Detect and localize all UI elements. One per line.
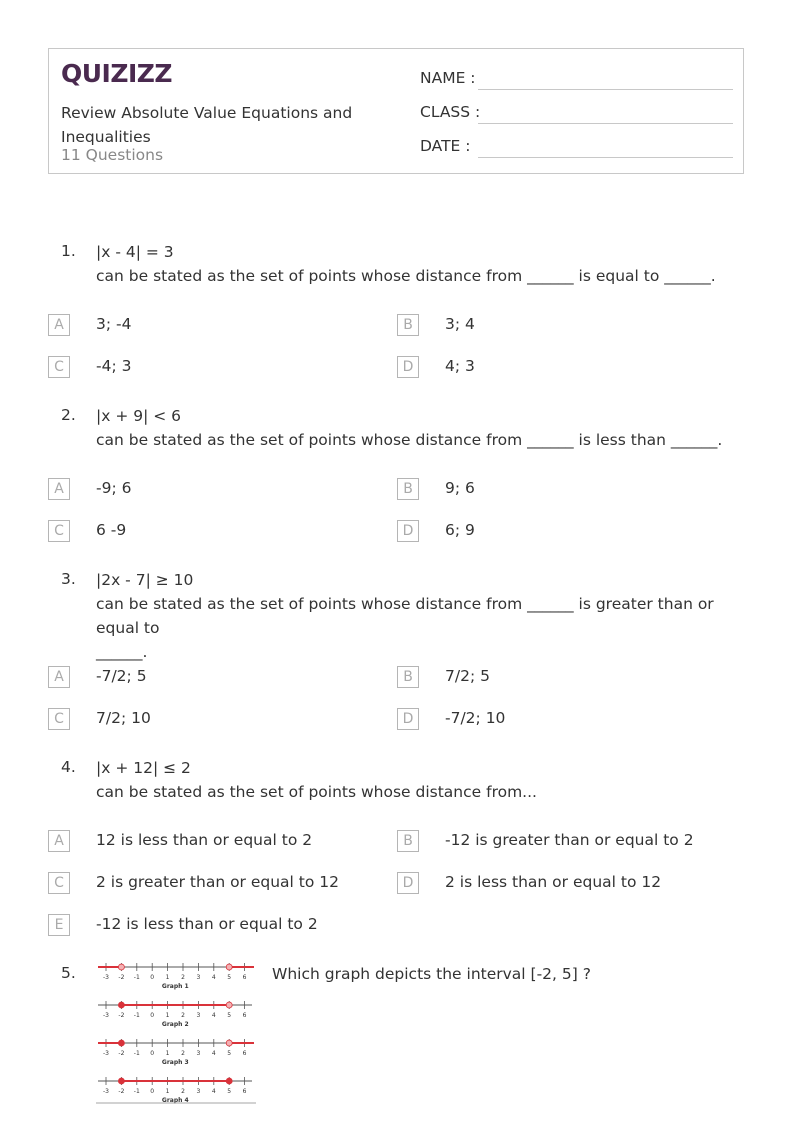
option-letter: B	[397, 314, 419, 336]
option-text: -12 is greater than or equal to 2	[445, 831, 694, 849]
question-number: 2.	[61, 406, 76, 424]
option-letter: D	[397, 356, 419, 378]
endpoint-dot	[118, 1040, 124, 1046]
question-2-text	[96, 404, 746, 452]
question-5-text: Which graph depicts the interval [-2, 5] ?	[272, 965, 591, 983]
endpoint-dot	[118, 964, 124, 970]
option-text: 6 -9	[96, 521, 127, 539]
question-line: can be stated as the set of points whose distance from ______ is less than ______.	[96, 431, 723, 449]
option-letter: A	[48, 666, 70, 688]
option-letter: A	[48, 830, 70, 852]
tick-label: 5	[227, 1050, 232, 1057]
option-text: -12 is less than or equal to 2	[96, 915, 318, 933]
option-letter: B	[397, 478, 419, 500]
option-text: 7/2; 5	[445, 667, 490, 685]
question-line: can be stated as the set of points whose distance from ______ is greater than or equal to	[96, 595, 714, 637]
endpoint-dot	[118, 1002, 124, 1008]
tick-label: -2	[118, 1012, 125, 1019]
option-letter: C	[48, 356, 70, 378]
class-label: CLASS :	[420, 103, 481, 121]
graph-caption: Graph 2	[161, 1021, 189, 1028]
option-text: 7/2; 10	[96, 709, 151, 727]
option-letter: C	[48, 708, 70, 730]
option-text: -7/2; 10	[445, 709, 506, 727]
option-letter: D	[397, 872, 419, 894]
tick-label: 0	[150, 1050, 155, 1057]
tick-label: 1	[165, 1050, 170, 1057]
tick-label: 6	[242, 974, 247, 981]
tick-label: -1	[133, 1088, 140, 1095]
endpoint-dot	[226, 1078, 232, 1084]
endpoint-dot	[226, 1002, 232, 1008]
option-text: -4; 3	[96, 357, 132, 375]
tick-label: 3	[196, 1050, 201, 1057]
tick-label: 4	[211, 1050, 216, 1057]
tick-label: 0	[150, 1012, 155, 1019]
tick-label: -3	[103, 974, 109, 981]
question-3-text	[96, 568, 746, 664]
question-line: |2x - 7| ≥ 10	[96, 571, 194, 589]
question-line: |x - 4| = 3	[96, 243, 174, 261]
tick-label: -1	[133, 1012, 140, 1019]
endpoint-dot	[118, 1078, 124, 1084]
tick-label: -2	[118, 974, 125, 981]
tick-label: 4	[211, 1088, 216, 1095]
tick-label: 4	[211, 1012, 216, 1019]
tick-label: 2	[181, 1050, 185, 1057]
tick-label: 3	[196, 1012, 201, 1019]
date-line[interactable]	[478, 157, 733, 158]
graph-caption: Graph 4	[161, 1097, 189, 1104]
question-line: |x + 9| < 6	[96, 407, 182, 425]
name-label: NAME :	[420, 69, 476, 87]
tick-label: -3	[103, 1012, 109, 1019]
option-text: 4; 3	[445, 357, 475, 375]
quizizz-logo: QUIZIZZ	[61, 59, 173, 88]
tick-label: 0	[150, 974, 155, 981]
worksheet-header	[48, 48, 744, 174]
tick-label: 6	[242, 1050, 247, 1057]
tick-label: 5	[227, 974, 232, 981]
name-line[interactable]	[478, 89, 733, 90]
question-line: ______.	[96, 643, 148, 661]
question-line: can be stated as the set of points whose distance from...	[96, 783, 537, 801]
tick-label: 5	[227, 1088, 232, 1095]
option-text: 9; 6	[445, 479, 475, 497]
option-text: 2 is less than or equal to 12	[445, 873, 662, 891]
option-letter: D	[397, 708, 419, 730]
tick-label: 0	[150, 1088, 155, 1095]
tick-label: 1	[165, 1088, 170, 1095]
tick-label: 1	[165, 974, 170, 981]
tick-label: 2	[181, 974, 185, 981]
tick-label: -3	[103, 1088, 109, 1095]
option-text: -7/2; 5	[96, 667, 147, 685]
option-text: 3; 4	[445, 315, 475, 333]
worksheet-title: Review Absolute Value Equations and Inequalities	[61, 104, 353, 146]
option-text: 12 is less than or equal to 2	[96, 831, 313, 849]
date-label: DATE :	[420, 137, 471, 155]
graph-caption: Graph 3	[161, 1059, 189, 1066]
question-line: can be stated as the set of points whose distance from ______ is equal to ______.	[96, 267, 716, 285]
number-line-graphs-image	[96, 958, 260, 1108]
question-number: 4.	[61, 758, 76, 776]
option-text: 6; 9	[445, 521, 475, 539]
tick-label: -1	[133, 1050, 140, 1057]
question-number: 3.	[61, 570, 76, 588]
class-line[interactable]	[478, 123, 733, 124]
question-4-text	[96, 756, 746, 804]
endpoint-dot	[226, 964, 232, 970]
question-line: |x + 12| ≤ 2	[96, 759, 191, 777]
question-count: 11 Questions	[61, 146, 164, 164]
question-1-text	[96, 240, 746, 288]
option-letter: A	[48, 478, 70, 500]
tick-label: 3	[196, 974, 201, 981]
tick-label: 2	[181, 1088, 185, 1095]
tick-label: 6	[242, 1012, 247, 1019]
tick-label: -2	[118, 1050, 125, 1057]
option-letter: A	[48, 314, 70, 336]
option-letter: E	[48, 914, 70, 936]
tick-label: 5	[227, 1012, 232, 1019]
option-text: 3; -4	[96, 315, 132, 333]
tick-label: 2	[181, 1012, 185, 1019]
tick-label: -3	[103, 1050, 109, 1057]
endpoint-dot	[226, 1040, 232, 1046]
question-number: 1.	[61, 242, 76, 260]
tick-label: -2	[118, 1088, 125, 1095]
option-text: -9; 6	[96, 479, 132, 497]
tick-label: 4	[211, 974, 216, 981]
option-letter: C	[48, 872, 70, 894]
graph-caption: Graph 1	[161, 983, 189, 990]
option-letter: D	[397, 520, 419, 542]
tick-label: 6	[242, 1088, 247, 1095]
option-text: 2 is greater than or equal to 12	[96, 873, 339, 891]
tick-label: 3	[196, 1088, 201, 1095]
option-letter: B	[397, 666, 419, 688]
tick-label: 1	[165, 1012, 170, 1019]
question-number: 5.	[61, 964, 76, 982]
option-letter: B	[397, 830, 419, 852]
tick-label: -1	[133, 974, 140, 981]
option-letter: C	[48, 520, 70, 542]
